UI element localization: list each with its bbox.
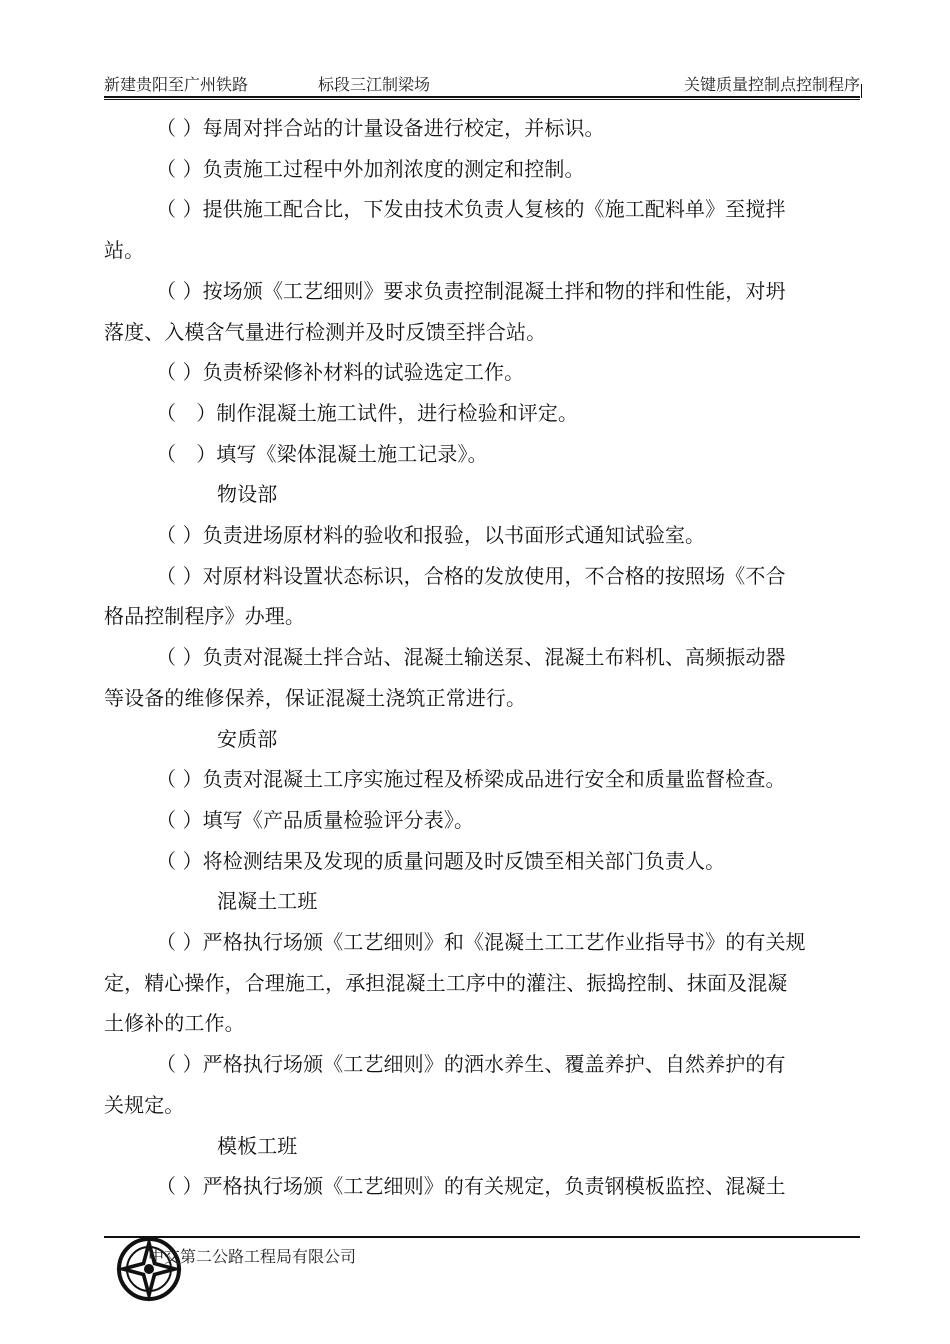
duty-item: （ ）负责对混凝土拌合站、混凝土输送泵、混凝土布料机、高频振动器 <box>156 645 786 670</box>
section-heading: 模板工班 <box>217 1133 298 1158</box>
duty-item: （ ）负责施工过程中外加剂浓度的测定和控制。 <box>156 156 585 181</box>
page-header <box>104 68 860 94</box>
header-tick <box>861 84 862 98</box>
duty-item: （ ）严格执行场颁《工艺细则》的有关规定，负责钢模板监控、混凝土 <box>156 1174 786 1199</box>
duty-item-continuation: 格品控制程序》办理。 <box>104 604 305 629</box>
header-project-name: 新建贵阳至广州铁路 <box>104 75 249 94</box>
duty-item: （ ）每周对拌合站的计量设备进行校定，并标识。 <box>156 116 605 140</box>
footer-company-name: 中交第二公路工程局有限公司 <box>148 1247 357 1266</box>
duty-item: （ ）制作混凝土施工试件，进行检验和评定。 <box>156 400 579 425</box>
duty-item: （ ）严格执行场颁《工艺细则》的洒水养生、覆盖养护、自然养护的有 <box>156 1052 786 1077</box>
duty-item: （ ）将检测结果及发现的质量问题及时反馈至相关部门负责人。 <box>156 848 726 873</box>
duty-item-continuation: 落度、入模含气量进行检测并及时反馈至拌合站。 <box>104 319 547 344</box>
duty-item-continuation: 土修补的工作。 <box>104 1011 245 1036</box>
header-section-name: 标段三江制梁场 <box>318 75 431 94</box>
duty-item: （ ）严格执行场颁《工艺细则》和《混凝土工工艺作业指导书》的有关规 <box>156 930 806 955</box>
document-body <box>104 108 860 1207</box>
duty-item: （ ）负责桥梁修补材料的试验选定工作。 <box>156 360 525 385</box>
duty-item-continuation: 定，精心操作，合理施工，承担混凝土工序中的灌注、振捣控制、抹面及混凝 <box>104 970 788 995</box>
duty-item: （ ）负责进场原材料的验收和报验，以书面形式通知试验室。 <box>156 523 706 548</box>
duty-item: （ ）提供施工配合比，下发由技术负责人复核的《施工配料单》至搅拌 <box>156 197 786 222</box>
duty-item-continuation: 站。 <box>104 238 145 263</box>
header-document-title: 关键质量控制点控制程序 <box>683 75 860 94</box>
header-rule <box>104 96 860 100</box>
section-heading: 安质部 <box>217 726 278 751</box>
section-heading: 混凝土工班 <box>217 889 318 914</box>
duty-item: （ ）填写《梁体混凝土施工记录》。 <box>156 441 488 466</box>
duty-item: （ ）负责对混凝土工序实施过程及桥梁成品进行安全和质量监督检查。 <box>156 767 786 792</box>
duty-item-continuation: 关规定。 <box>104 1092 185 1117</box>
section-heading: 物设部 <box>217 482 278 507</box>
duty-item: （ ）填写《产品质量检验评分表》。 <box>156 807 475 832</box>
footer-rule <box>104 1236 860 1238</box>
duty-item: （ ）按场颁《工艺细则》要求负责控制混凝土拌和物的拌和性能，对坍 <box>156 278 786 303</box>
duty-item-continuation: 等设备的维修保养，保证混凝土浇筑正常进行。 <box>104 685 527 710</box>
duty-item: （ ）对原材料设置状态标识，合格的发放使用，不合格的按照场《不合 <box>156 563 786 588</box>
